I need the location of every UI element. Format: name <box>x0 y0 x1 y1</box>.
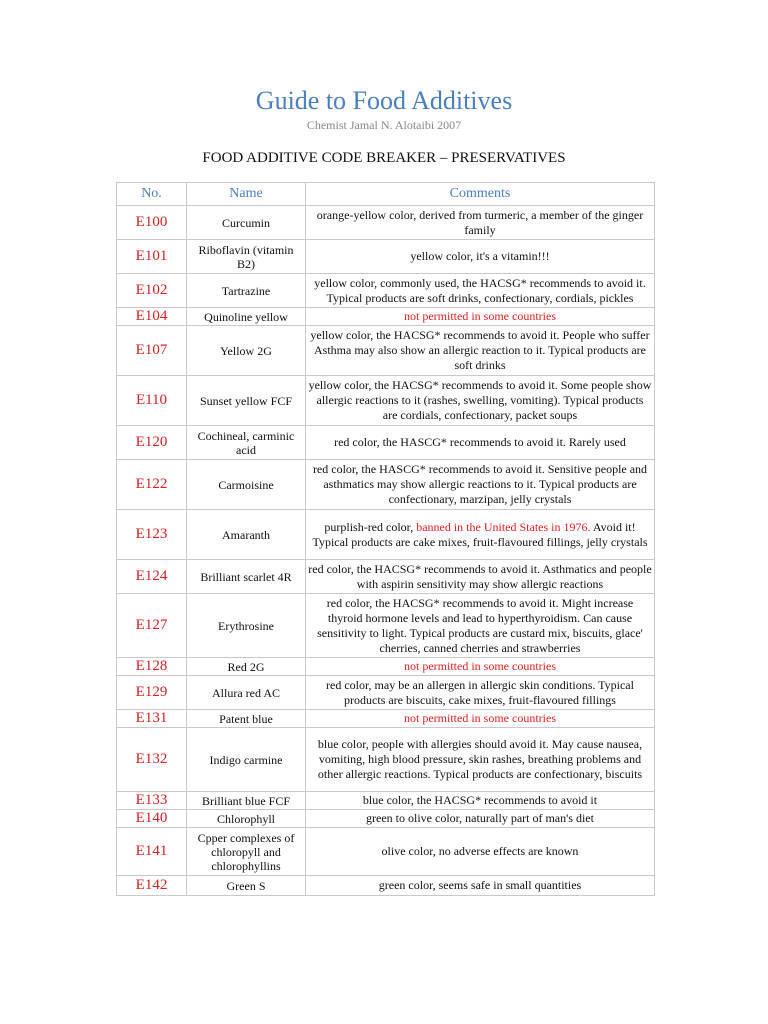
banned-note: banned in the United States in 1976. <box>416 519 591 534</box>
additive-comment: yellow color, it's a vitamin!!! <box>306 240 655 274</box>
additive-comment: blue color, people with allergies should avoid it. May cause nausea, vomiting, high blood pressure, skin rashes, breathing problems and other allergic reactions. Typical products are confectionary, biscuits <box>306 728 655 792</box>
page-title: Guide to Food Additives <box>255 86 513 115</box>
table-row <box>117 274 655 308</box>
additive-code: E104 <box>117 308 187 326</box>
table-row <box>117 206 655 240</box>
additive-comment <box>306 510 655 560</box>
additive-code: E122 <box>117 460 187 510</box>
additive-code: E131 <box>117 710 187 728</box>
additive-comment: not permitted in some countries <box>306 710 655 728</box>
additive-name: Riboflavin (vitamin B2) <box>187 240 306 274</box>
additive-code: E124 <box>117 560 187 594</box>
table-row <box>117 560 655 594</box>
column-header-no: No. <box>117 183 187 206</box>
additive-comment: red color, the HASCG* recommends to avoid it. Rarely used <box>306 426 655 460</box>
table-row <box>117 828 655 876</box>
additive-code: E140 <box>117 810 187 828</box>
table-row <box>117 376 655 426</box>
additive-code: E110 <box>117 376 187 426</box>
additive-comment: red color, the HACSG* recommends to avoid it. Asthmatics and people with aspirin sensitivity may show allergic reactions <box>306 560 655 594</box>
author-line: Chemist Jamal N. Alotaibi 2007 <box>306 118 462 132</box>
table-row <box>117 658 655 676</box>
table-row <box>117 308 655 326</box>
table-row <box>117 876 655 896</box>
additive-comment: red color, the HASCG* recommends to avoid it. Sensitive people and asthmatics may show allergic reactions to it. Typical products are confectionary, marzipan, jelly crystals <box>306 460 655 510</box>
additive-code: E132 <box>117 728 187 792</box>
column-header-comments: Comments <box>306 183 655 206</box>
additive-code: E120 <box>117 426 187 460</box>
additive-name: Indigo carmine <box>187 728 306 792</box>
table-row <box>117 676 655 710</box>
additive-comment: red color, may be an allergen in allergic skin conditions. Typical products are biscuits, cake mixes, fruit-flavoured fillings <box>306 676 655 710</box>
additive-name: Yellow 2G <box>187 326 306 376</box>
additive-name: Tartrazine <box>187 274 306 308</box>
additive-code: E133 <box>117 792 187 810</box>
additive-code: E101 <box>117 240 187 274</box>
additive-code: E107 <box>117 326 187 376</box>
additive-comment: yellow color, commonly used, the HACSG* recommends to avoid it. Typical products are soft drinks, confectionary, cordials, pickles <box>306 274 655 308</box>
additive-name: Erythrosine <box>187 594 306 658</box>
additive-comment: yellow color, the HACSG* recommends to avoid it. Some people show allergic reactions to it (rashes, swelling, vomiting). Typical products are cordials, confectionary, packet soups <box>306 376 655 426</box>
table-row <box>117 710 655 728</box>
additive-comment: not permitted in some countries <box>306 658 655 676</box>
comment-text: Avoid it! Typical products are cake mixes, fruit-flavoured fillings, jelly crystals <box>312 519 648 549</box>
additive-name: Red 2G <box>187 658 306 676</box>
additive-code: E128 <box>117 658 187 676</box>
additive-name: Allura red AC <box>187 676 306 710</box>
additive-code: E102 <box>117 274 187 308</box>
table-row <box>117 460 655 510</box>
additive-comment: red color, the HACSG* recommends to avoid it. Might increase thyroid hormone levels and lead to hyperthyroidism. Can cause sensitivity to light. Typical products are custard mix, biscuits, glace' cherries, canned cherries and strawberries <box>306 594 655 658</box>
additive-name: Carmoisine <box>187 460 306 510</box>
additive-name: Patent blue <box>187 710 306 728</box>
section-heading: FOOD ADDITIVE CODE BREAKER – PRESERVATIVES <box>202 150 566 166</box>
additive-name: Curcumin <box>187 206 306 240</box>
table-row <box>117 728 655 792</box>
additive-comment: not permitted in some countries <box>306 308 655 326</box>
table-row <box>117 810 655 828</box>
table-row <box>117 426 655 460</box>
additive-code: E127 <box>117 594 187 658</box>
additive-name: Cpper complexes of chloropyll and chlorophyllins <box>187 828 306 876</box>
additive-name: Brilliant scarlet 4R <box>187 560 306 594</box>
additive-code: E142 <box>117 876 187 896</box>
additive-name: Cochineal, carminic acid <box>187 426 306 460</box>
additive-comment: blue color, the HACSG* recommends to avoid it <box>306 792 655 810</box>
additive-name: Green S <box>187 876 306 896</box>
additive-code: E141 <box>117 828 187 876</box>
additive-name: Amaranth <box>187 510 306 560</box>
table-row <box>117 326 655 376</box>
column-header-name: Name <box>187 183 306 206</box>
table-row <box>117 510 655 560</box>
comment-text: purplish-red color, <box>324 519 417 534</box>
additive-comment: yellow color, the HACSG* recommends to avoid it. People who suffer Asthma may also show an allergic reaction to it. Typical products are soft drinks <box>306 326 655 376</box>
table-row <box>117 594 655 658</box>
additive-comment: orange-yellow color, derived from turmeric, a member of the ginger family <box>306 206 655 240</box>
additive-name: Chlorophyll <box>187 810 306 828</box>
additive-code: E123 <box>117 510 187 560</box>
additive-name: Brilliant blue FCF <box>187 792 306 810</box>
additive-code: E100 <box>117 206 187 240</box>
table-header-row <box>117 183 655 206</box>
additive-comment: green color, seems safe in small quantities <box>306 876 655 896</box>
additive-code: E129 <box>117 676 187 710</box>
table-row <box>117 240 655 274</box>
additive-name: Sunset yellow FCF <box>187 376 306 426</box>
additive-comment: green to olive color, naturally part of man's diet <box>306 810 655 828</box>
additive-name: Quinoline yellow <box>187 308 306 326</box>
additive-comment: olive color, no adverse effects are known <box>306 828 655 876</box>
table-row <box>117 792 655 810</box>
additives-table <box>116 182 655 896</box>
